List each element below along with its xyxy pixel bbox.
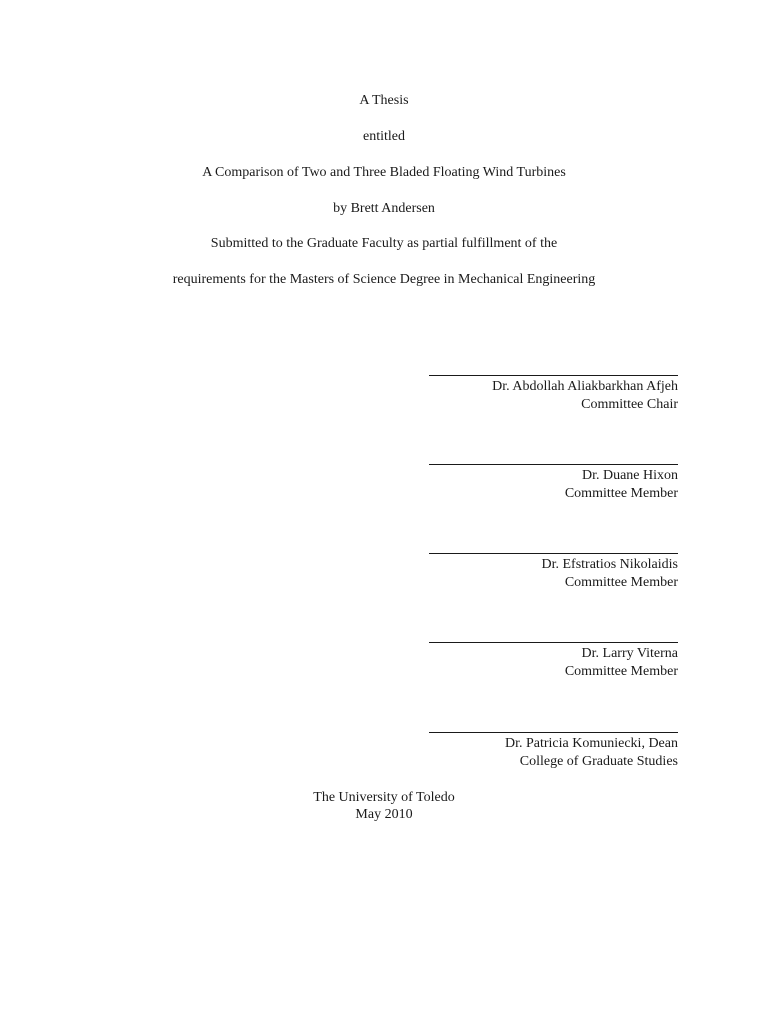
document-type: A Thesis <box>359 93 409 108</box>
committee-member-role: Committee Chair <box>581 397 678 412</box>
author-line: by Brett Andersen <box>333 201 435 216</box>
submission-statement-line-1: Submitted to the Graduate Faculty as partial fulfillment of the <box>210 236 558 251</box>
committee-member-name: Dr. Abdollah Aliakbarkhan Afjeh <box>492 379 678 394</box>
committee-member-role: Committee Member <box>564 575 678 590</box>
committee-member-name: Dr. Duane Hixon <box>581 468 678 483</box>
committee-member-role: Committee Member <box>564 664 678 679</box>
signature-block-chair <box>429 375 678 414</box>
committee-member-name: Dr. Patricia Komuniecki, Dean <box>504 736 678 751</box>
thesis-title: A Comparison of Two and Three Bladed Floating Wind Turbines <box>202 165 566 180</box>
committee-member-name: Dr. Larry Viterna <box>581 646 678 661</box>
signature-block-member-2 <box>429 553 678 592</box>
signature-block-member-1 <box>429 464 678 503</box>
committee-member-name: Dr. Efstratios Nikolaidis <box>541 557 678 572</box>
committee-member-role: College of Graduate Studies <box>519 754 678 769</box>
signature-line <box>429 642 678 643</box>
signature-line <box>429 375 678 376</box>
signature-line <box>429 732 678 733</box>
entitled-label: entitled <box>363 129 405 144</box>
committee-member-role: Committee Member <box>564 486 678 501</box>
signature-line <box>429 464 678 465</box>
submission-date: May 2010 <box>355 807 413 822</box>
signature-line <box>429 553 678 554</box>
submission-statement-line-2: requirements for the Masters of Science Degree in Mechanical Engineering <box>172 272 596 287</box>
signature-block-dean <box>429 732 678 771</box>
institution-name: The University of Toledo <box>313 790 455 805</box>
signature-block-member-3 <box>429 642 678 681</box>
